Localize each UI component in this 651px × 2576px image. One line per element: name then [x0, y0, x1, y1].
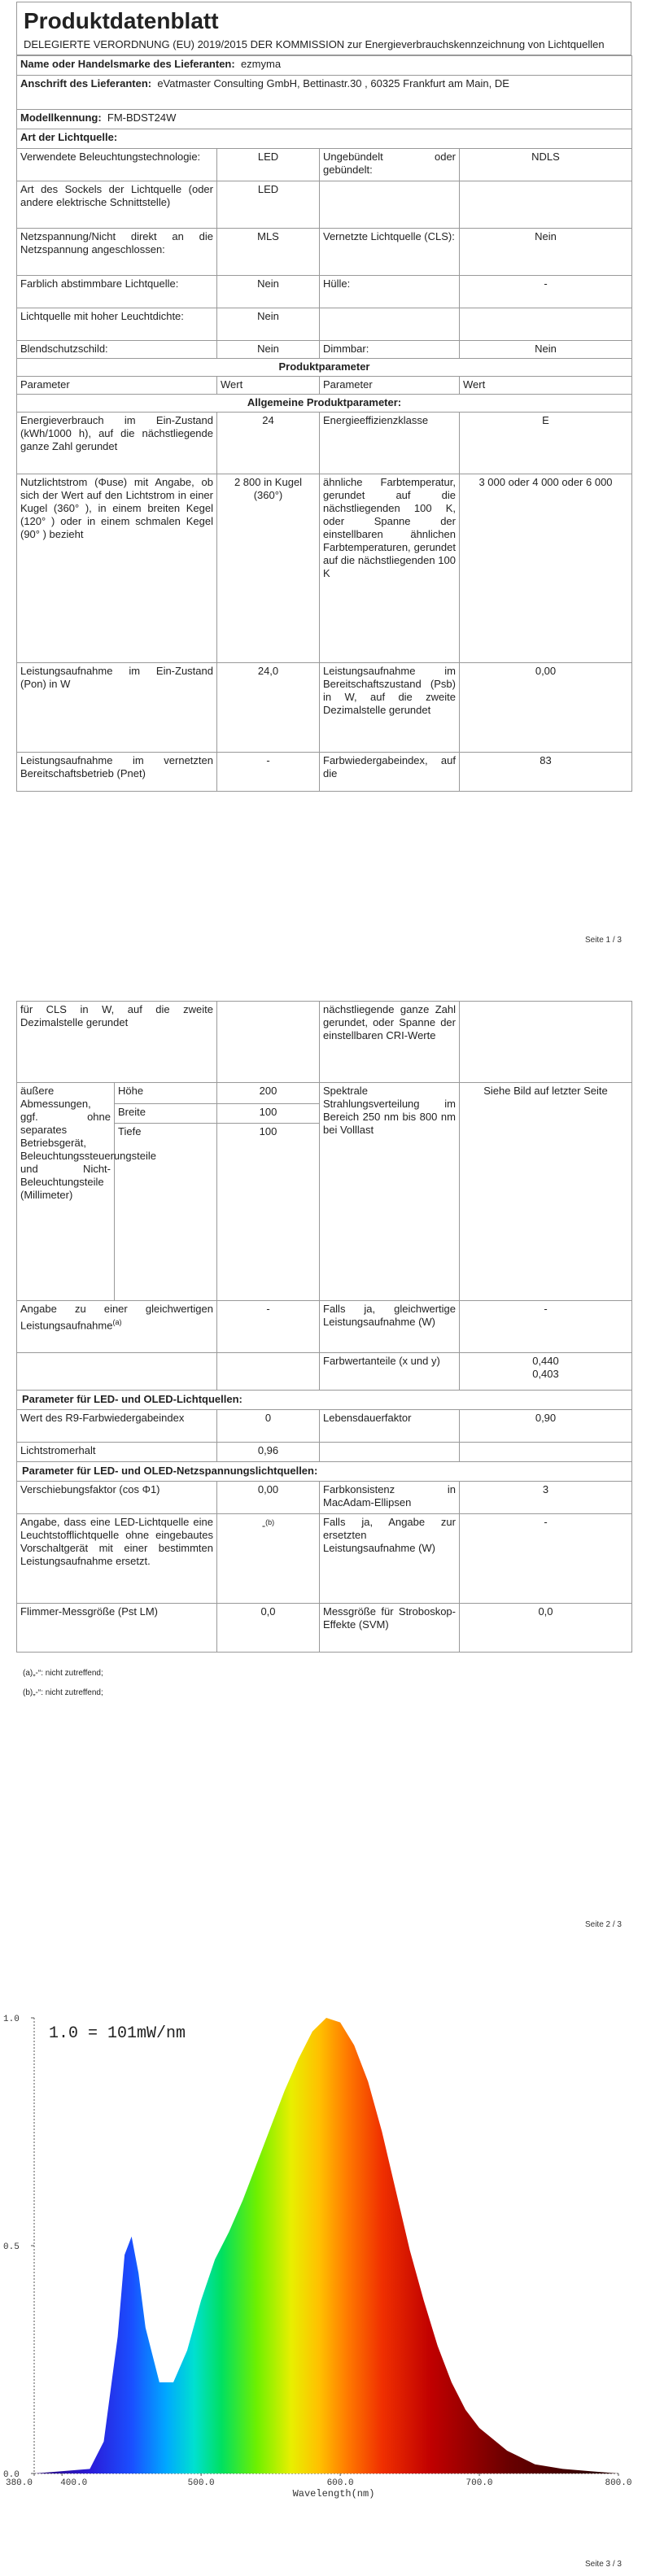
high-luminance-value: Nein — [217, 308, 320, 341]
width-label: Breite — [115, 1104, 217, 1124]
supplier-table — [16, 55, 632, 792]
chromaticity-label: Farbwertanteile (x und y) — [320, 1353, 460, 1391]
tunable-label: Farblich abstimmbare Lichtquelle: — [17, 276, 217, 308]
depth-value: 100 — [217, 1124, 320, 1301]
depth-label: Tiefe — [115, 1124, 217, 1301]
width-value: 100 — [217, 1104, 320, 1124]
equivalent-power-label: Angabe zu einer gleichwertigen Leistungsaufnahme$^{(a)}$ — [17, 1301, 217, 1353]
chart-title: 1.0 = 101mW/nm — [49, 2024, 186, 2043]
r9-value: 0 — [217, 1410, 320, 1443]
x-tick-label: 500.0 — [187, 2478, 215, 2488]
directional-value: NDLS — [460, 149, 632, 181]
energy-consumption-label: Energieverbrauch im Ein-Zustand (kWh/1000 h), auf die nächstliegende ganze Zahl gerundet — [17, 413, 217, 474]
high-luminance-label: Lichtquelle mit hoher Leuchtdichte: — [17, 308, 217, 341]
trademark-row — [17, 56, 632, 76]
cri-label: Farbwiedergabeindex, auf die — [320, 753, 460, 792]
chromaticity-value — [460, 1353, 632, 1391]
cls-value: Nein — [460, 229, 632, 276]
flicker-label: Flimmer-Messgröße (Pst LM) — [17, 1604, 217, 1653]
stroboscopic-value: 0,0 — [460, 1604, 632, 1653]
x-tick-labels — [6, 2473, 632, 2488]
survival-factor-label: Lebensdauerfaktor — [320, 1410, 460, 1443]
directional-label: Ungebündelt oder gebündelt: — [320, 149, 460, 181]
dimmable-label: Dimmbar: — [320, 341, 460, 359]
datasheet-page-1 — [16, 2, 631, 792]
x-tick-label: 700.0 — [465, 2478, 493, 2488]
chromaticity-x: 0,440 — [532, 1355, 559, 1367]
color-consistency-label: Farbkonsistenz in MacAdam-Ellipsen — [320, 1482, 460, 1514]
col-parameter: Parameter — [17, 377, 217, 395]
flicker-value: 0,0 — [217, 1604, 320, 1653]
cls-label: Vernetzte Lichtquelle (CLS): — [320, 229, 460, 276]
regulation-text: DELEGIERTE VERORDNUNG (EU) 2019/2015 DER KOMMISSION zur Energieverbrauchskennzeichnung von Lichtquellen — [16, 37, 631, 55]
y-tick-label: 1.0 — [3, 2015, 20, 2024]
mains-parameters-heading: Parameter für LED- und OLED-Netzspannungslichtquellen: — [17, 1462, 632, 1482]
technology-value: LED — [217, 149, 320, 181]
networked-standby-value: - — [217, 753, 320, 792]
cri-range-label: nächstliegende ganze Zahl gerundet, oder Spanne der einstellbaren CRI-Werte — [320, 1002, 460, 1083]
col-value: Wert — [217, 377, 320, 395]
cls-decimal-label: für CLS in W, auf die zweite Dezimalstelle gerundet — [17, 1002, 217, 1083]
envelope-label: Hülle: — [320, 276, 460, 308]
r9-label: Wert des R9-Farbwiedergabeindex — [17, 1410, 217, 1443]
address-label: Anschrift des Lieferanten: — [20, 77, 152, 90]
spectral-value: Siehe Bild auf letzter Seite — [460, 1083, 632, 1301]
replacement-value: -$^{(b)}$ — [217, 1514, 320, 1604]
footnote-b: (b)„-“: nicht zutreffend; — [23, 1688, 103, 1697]
energy-class-value: E — [460, 413, 632, 474]
y-tick-labels — [3, 2015, 34, 2480]
type-heading: Art der Lichtquelle: — [17, 129, 632, 149]
col-value-2: Wert — [460, 377, 632, 395]
luminous-flux-value: 2 800 in Kugel (360°) — [217, 474, 320, 663]
lumen-maintenance-label: Lichtstromerhalt — [17, 1443, 217, 1462]
color-temperature-label: ähnliche Farbtemperatur, gerundet auf die nächstliegenden 100 K, oder Spanne der einstellbaren ähnlichen Farbtemperaturen, gerundet auf die nächstliegenden 100 K — [320, 474, 460, 663]
glare-shield-value: Nein — [217, 341, 320, 359]
lumen-maintenance-value: 0,96 — [217, 1443, 320, 1462]
chromaticity-y: 0,403 — [532, 1368, 559, 1380]
height-label: Höhe — [115, 1083, 217, 1104]
energy-class-label: Energieeffizienzklasse — [320, 413, 460, 474]
footnote-a: (a)„-“: nicht zutreffend; — [23, 1669, 103, 1678]
page-number-2: Seite 2 / 3 — [584, 1920, 622, 1929]
tunable-value: Nein — [217, 276, 320, 308]
socket-value: LED — [217, 181, 320, 229]
socket-label: Art des Sockels der Lichtquelle (oder andere elektrische Schnittstelle) — [17, 181, 217, 229]
model-label: Modellkennung: — [20, 111, 102, 124]
energy-consumption-value: 24 — [217, 413, 320, 474]
equivalent-power-value: - — [217, 1301, 320, 1353]
height-value: 200 — [217, 1083, 320, 1104]
replacement-power-label: Falls ja, Angabe zur ersetzten Leistungsaufnahme (W) — [320, 1514, 460, 1604]
cri-value: 83 — [460, 753, 632, 792]
displacement-factor-label: Verschiebungsfaktor (cos Φ1) — [17, 1482, 217, 1514]
survival-factor-value: 0,90 — [460, 1410, 632, 1443]
luminous-flux-label: Nutzlichtstrom (Φuse) mit Angabe, ob sich der Wert auf den Lichtstrom in einer Kugel (360° ), in einem breiten Kegel (120° ) oder in einem schmalen Kegel (90° ) bezieht — [17, 474, 217, 663]
envelope-value: - — [460, 276, 632, 308]
on-power-label: Leistungsaufnahme im Ein-Zustand (Pon) in W — [17, 663, 217, 753]
color-consistency-value: 3 — [460, 1482, 632, 1514]
replacement-power-value: - — [460, 1514, 632, 1604]
displacement-factor-value: 0,00 — [217, 1482, 320, 1514]
x-tick-label: 600.0 — [326, 2478, 354, 2488]
page-3 — [0, 1969, 651, 2576]
general-parameters-heading: Allgemeine Produktparameter: — [17, 395, 632, 413]
product-parameters-heading: Produktparameter — [17, 359, 632, 377]
led-parameters-heading: Parameter für LED- und OLED-Lichtquellen: — [17, 1391, 632, 1410]
equivalent-power-w-value: - — [460, 1301, 632, 1353]
mains-value: MLS — [217, 229, 320, 276]
model-value: FM-BDST24W — [107, 111, 177, 124]
dimensions-label: äußere Abmessungen, ggf. ohne separates Betriebsgerät, Beleuchtungssteuerungsteile und Nicht-Beleuchtungsteile (Millimeter) — [17, 1083, 115, 1301]
spectral-label: Spektrale Strahlungsverteilung im Bereich 250 nm bis 800 nm bei Volllast — [320, 1083, 460, 1301]
y-tick-label: 0.0 — [3, 2470, 20, 2480]
page-number-1: Seite 1 / 3 — [584, 936, 622, 945]
col-parameter-2: Parameter — [320, 377, 460, 395]
color-temperature-value: 3 000 oder 4 000 oder 6 000 — [460, 474, 632, 663]
document-title: Produktdatenblatt — [16, 2, 631, 37]
technology-label: Verwendete Beleuchtungstechnologie: — [17, 149, 217, 181]
dimmable-value: Nein — [460, 341, 632, 359]
page-number-3: Seite 3 / 3 — [584, 2560, 622, 2569]
model-row — [17, 110, 632, 129]
x-tick-label: 800.0 — [605, 2478, 632, 2488]
spectrum-area — [34, 2018, 618, 2473]
spectrum-chart — [0, 1969, 651, 2576]
parameters-table-2 — [16, 1001, 632, 1653]
x-axis-label: Wavelength(nm) — [292, 2488, 375, 2500]
replacement-label: Angabe, dass eine LED-Lichtquelle eine Leuchtstofflichtquelle ohne eingebautes Vorschaltgerät mit einer bestimmten Leistungsaufnahme ersetzt. — [17, 1514, 217, 1604]
mains-label: Netzspannung/Nicht direkt an die Netzspannung angeschlossen: — [17, 229, 217, 276]
address-row — [17, 76, 632, 110]
page-2 — [0, 976, 651, 1961]
datasheet-page-2 — [16, 1001, 631, 1653]
stroboscopic-label: Messgröße für Stroboskop-Effekte (SVM) — [320, 1604, 460, 1653]
equivalent-power-w-label: Falls ja, gleichwertige Leistungsaufnahme (W) — [320, 1301, 460, 1353]
trademark-label: Name oder Handelsmarke des Lieferanten: — [20, 58, 235, 70]
y-tick-label: 0.5 — [3, 2242, 20, 2252]
standby-power-value: 0,00 — [460, 663, 632, 753]
x-tick-label: 400.0 — [60, 2478, 88, 2488]
networked-standby-label: Leistungsaufnahme im vernetzten Bereitschaftsbetrieb (Pnet) — [17, 753, 217, 792]
address-value: eVatmaster Consulting GmbH, Bettinastr.30 , 60325 Frankfurt am Main, DE — [157, 77, 509, 90]
standby-power-label: Leistungsaufnahme im Bereitschaftszustand (Psb) in W, auf die zweite Dezimalstelle gerundet — [320, 663, 460, 753]
on-power-value: 24,0 — [217, 663, 320, 753]
page-1 — [0, 0, 651, 960]
x-tick-label: 380.0 — [5, 2478, 33, 2488]
glare-shield-label: Blendschutzschild: — [17, 341, 217, 359]
trademark-value: ezmyma — [240, 58, 282, 70]
